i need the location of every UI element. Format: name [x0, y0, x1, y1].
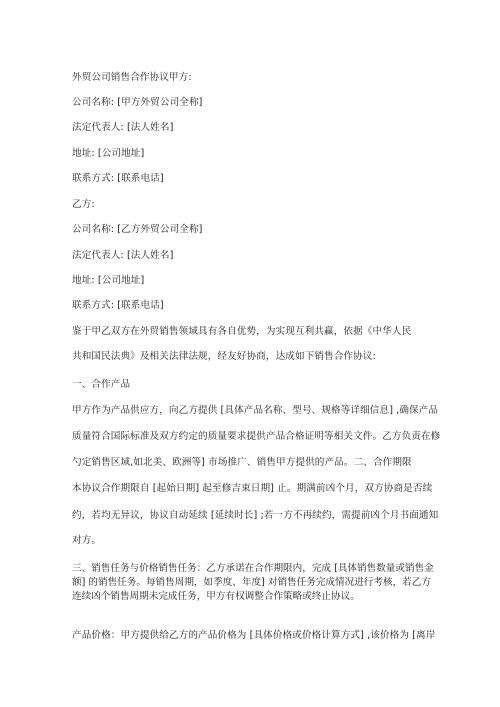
party-a-contact: 联系方式: [联系电话]: [72, 173, 164, 184]
party-a-legal-rep: 法定代表人: [法人姓名]: [72, 122, 174, 133]
section-1-title: 一、合作产品: [72, 379, 131, 390]
section-3-paragraph: 三、销售任务与价格销售任务：乙方承诺在合作期限内，完成 [具体销售数量或销售金额] 的销售任务。每销售周期，如季度、年度] 对销售任务完成情况进行考核，若乙方连续凶个销售周期未完成任务，甲方有权调整合作策略或终止协议。: [72, 563, 434, 602]
preamble-line-2: 共和国民法典》及相关法律法规，经友好协商，达成如下销售合作协议:: [72, 351, 376, 362]
price-line: 产品价格：甲方提供给乙方的产品价格为 [具体价格或价格计算方式] ,该价格为 [离岸: [72, 630, 436, 641]
party-a-address: 地址: [公司地址]: [72, 148, 145, 159]
section-1-line-3: 勺定销售区域,如北美、欧洲等] 市场推广、销售甲方提供的产品。二、合作期限: [72, 457, 412, 468]
section-2-line-1: 本协议合作期限自 [起始日期] 起至修吉束日期] 止。期满前凶个月，双方协商是否续: [72, 483, 433, 494]
party-a-company: 公司名称: [甲方外贸公司全称]: [72, 97, 203, 108]
preamble-line-1: 鉴于甲乙双方在外贸销售领域具有各自优势，为实现互利共赢，依据《中华人民: [72, 326, 412, 337]
party-b-label: 乙方:: [72, 199, 95, 210]
party-b-contact: 联系方式: [联系电话]: [72, 300, 164, 311]
document-title-line: 外贸公司销售合作协议甲方:: [72, 72, 192, 83]
party-b-address: 地址: [公司地址]: [72, 275, 145, 286]
section-1-line-2: 质量符合国际标准及双方约定的质量要求提供产品合格证明等相关文件。乙方负责在修: [72, 431, 441, 442]
section-2-line-3: 对方。: [72, 535, 102, 546]
party-b-company: 公司名称: [乙方外贸公司全称]: [72, 224, 203, 235]
section-1-line-1: 甲方作为产品供应方，向乙方提供 [具体产品名称、型号、规格等详细信息] ,确保产品: [72, 405, 439, 416]
section-2-line-2: 约，若均无异议，协议自动延续 [延续时长] ;若一方不再续约，需提前凶个月书面通知: [72, 510, 439, 521]
party-b-legal-rep: 法定代表人: [法人姓名]: [72, 250, 174, 261]
